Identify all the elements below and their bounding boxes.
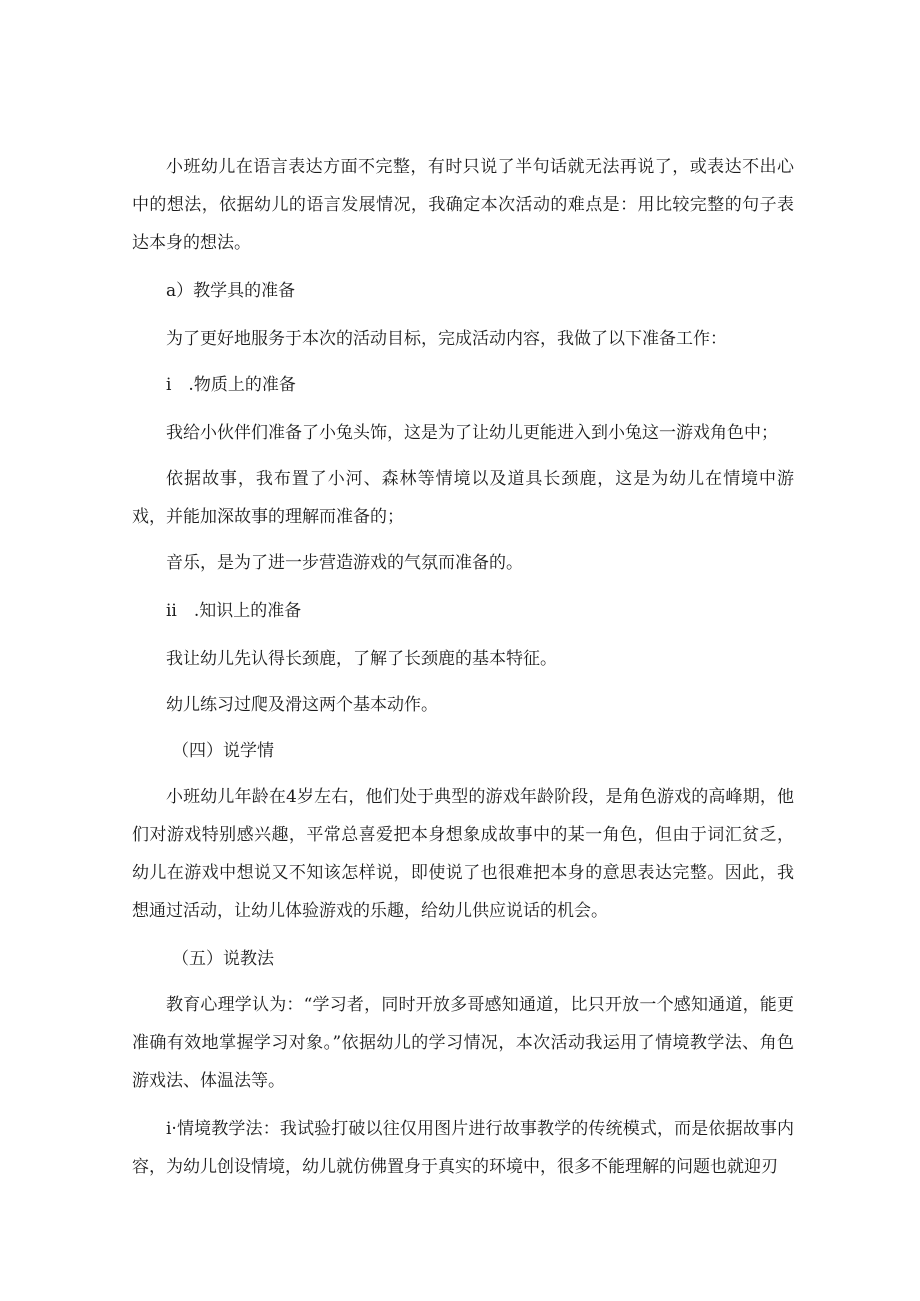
paragraph-preparation-intro: 为了更好地服务于本次的活动目标，完成活动内容，我做了以下准备工作： (166, 329, 727, 349)
paragraph-giraffe: 我让幼儿先认得长颈鹿，了解了长颈鹿的基本特征。 (166, 649, 557, 669)
heading-learning-situation: （四）说学情 (172, 741, 274, 761)
paragraph-learning-situation: 小班幼儿年龄在4岁左右，他们处于典型的游戏年龄阶段，是角色游戏的高峰期，他们对游戏特别感兴趣，平常总喜爱把本身想象成故事中的某一角色，但由于词汇贫乏，幼儿在游戏中想说又不知该怎样说，即使说了也很难把本身的意思表达完整。因此，我想通过活动，让幼儿体验游戏的乐趣，给幼儿供应说话的机会。 (132, 787, 794, 921)
paragraph-situational-teaching: i·情境教学法：我试验打破以往仅用图片进行故事教学的传统模式，而是依据故事内容，为幼儿创设情境，幼儿就仿佛置身于真实的环境中，很多不能理解的问题也就迎刃 (132, 1119, 794, 1177)
document-body (132, 148, 794, 1186)
heading-teaching-aids: a）教学具的准备 (166, 281, 296, 301)
paragraph-rabbit-headwear: 我给小伙伴们准备了小兔头饰，这是为了让幼儿更能进入到小兔这一游戏角色中； (166, 423, 778, 443)
paragraph-music: 音乐，是为了进一步营造游戏的气氛而准备的。 (166, 553, 523, 573)
paragraph-educational-psychology: 教育心理学认为：“学习者，同时开放多哥感知通道，比只开放一个感知通道，能更准确有效地掌握学习对象。”依据幼儿的学习情况，本次活动我运用了情境教学法、角色游戏法、体温法等。 (132, 995, 794, 1091)
paragraph-scene-setup: 依据故事，我布置了小河、森林等情境以及道具长颈鹿，这是为幼儿在情境中游戏，并能加深故事的理解而准备的； (132, 469, 794, 527)
paragraph-crawl-slide: 幼儿练习过爬及滑这两个基本动作。 (166, 695, 438, 715)
heading-teaching-method: （五）说教法 (172, 949, 274, 969)
heading-material-preparation: i .物质上的准备 (166, 375, 296, 395)
heading-knowledge-preparation: ii .知识上的准备 (166, 601, 302, 621)
paragraph-difficulty: 小班幼儿在语言表达方面不完整，有时只说了半句话就无法再说了，或表达不出心中的想法，依据幼儿的语言发展情况，我确定本次活动的难点是：用比较完整的句子表达本身的想法。 (132, 157, 794, 253)
